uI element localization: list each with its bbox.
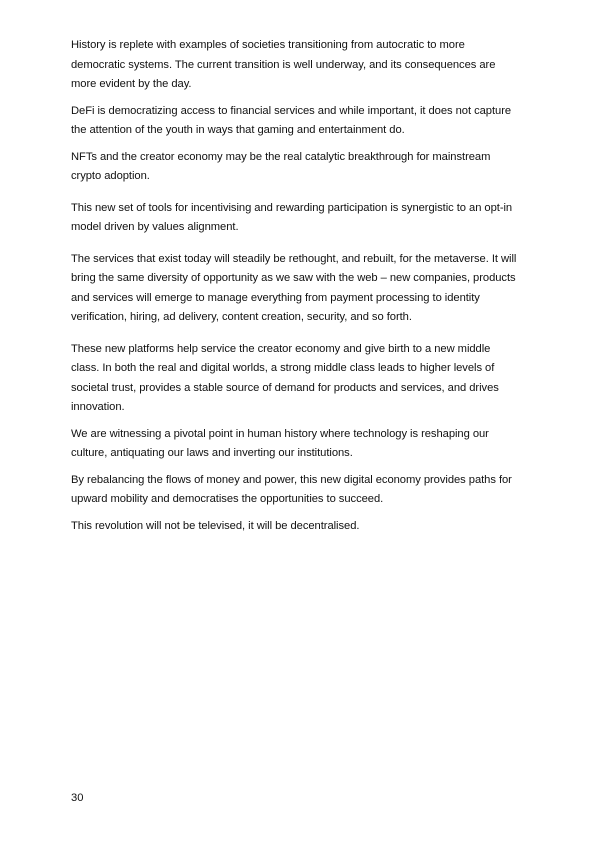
paragraph: DeFi is democratizing access to financial services and while important, it does not capture the attention of the youth in ways that gaming and entertainment do. [71,104,512,136]
paragraph: History is replete with examples of societies transitioning from autocratic to more democratic systems. The current transition is well underway, and its consequences are more evident by the day. [71,39,496,90]
paragraph: The services that exist today will steadily be rethought, and rebuilt, for the metaverse. It will bring the same diversity of opportunity as we saw with the web – new companies, products and services will emerge to manage everything from payment processing to identity verification, hiring, ad delivery, content creation, security, and so forth. [71,252,517,323]
page-number: 30 [71,792,84,804]
paragraph: This new set of tools for incentivising and rewarding participation is synergistic to an opt-in model driven by values alignment. [71,201,513,233]
paragraph: We are witnessing a pivotal point in human history where technology is reshaping our culture, antiquating our laws and inverting our institutions. [71,427,489,459]
paragraph: NFTs and the creator economy may be the real catalytic breakthrough for mainstream crypto adoption. [71,150,491,182]
paragraph: By rebalancing the flows of money and power, this new digital economy provides paths for upward mobility and democratises the opportunities to succeed. [71,473,512,505]
paragraph: These new platforms help service the creator economy and give birth to a new middle class. In both the real and digital worlds, a strong middle class leads to higher levels of societal trust, provides a stable source of demand for products and services, and drives innovation. [71,342,499,413]
paragraph: This revolution will not be televised, it will be decentralised. [71,519,360,532]
page-body [71,36,521,536]
